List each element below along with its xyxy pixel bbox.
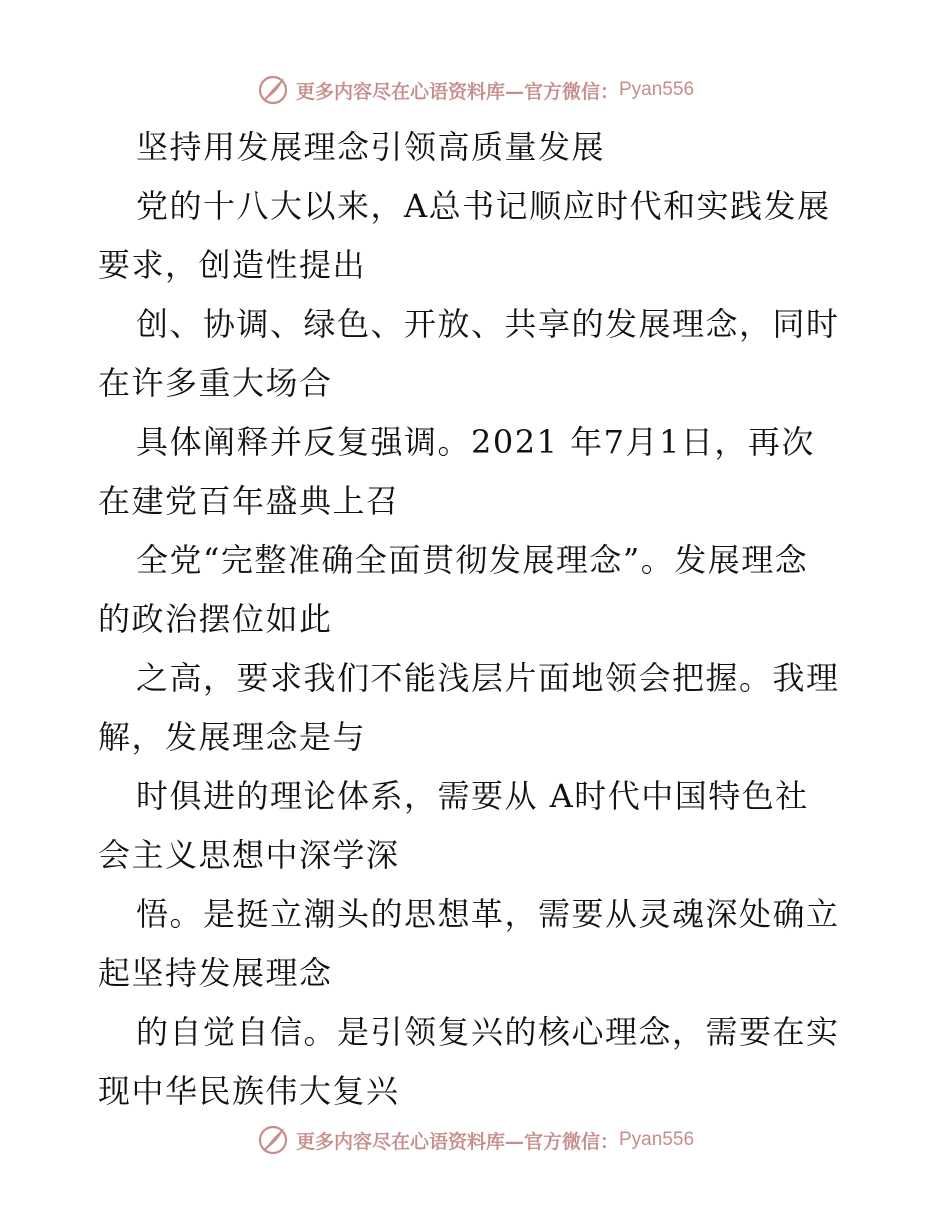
text-line: 解，发展理念是与: [98, 718, 367, 756]
text-line: 现中华民族伟大复兴: [98, 1072, 400, 1110]
watermark-wechat-id: Pyan556: [619, 1129, 695, 1150]
quill-logo-icon: [256, 73, 290, 107]
text-line: 具体阐释并反复强调。2021 年7月1日，再次: [136, 423, 815, 461]
text-line: 全党“完整准确全面贯彻发展理念”。发展理念: [136, 541, 809, 579]
text-line: 之高，要求我们不能浅层片面地领会把握。我理: [136, 659, 840, 697]
watermark-text: 更多内容尽在心语资料库—官方微信：: [295, 80, 619, 103]
text-line: 悟。是挺立潮头的思想革，需要从灵魂深处确立: [136, 895, 840, 933]
quill-logo-icon: [256, 1123, 290, 1157]
text-line: 的自觉自信。是引领复兴的核心理念，需要在实: [136, 1013, 840, 1051]
text-line: 会主义思想中深学深: [98, 836, 400, 874]
document-body: [98, 118, 858, 1121]
text-line: 党的十八大以来，A总书记顺应时代和实践发展: [136, 187, 831, 225]
text-line: 在许多重大场合: [98, 364, 333, 402]
text-line: 起坚持发展理念: [98, 954, 333, 992]
header-watermark: [0, 70, 950, 110]
watermark-wechat-id: Pyan556: [619, 79, 695, 100]
text-line: 在建党百年盛典上召: [98, 482, 400, 520]
text-line: 时俱进的理论体系，需要从 A时代中国特色社: [136, 777, 809, 815]
text-line: 创、协调、绿色、开放、共享的发展理念，同时: [136, 305, 840, 343]
watermark-text: 更多内容尽在心语资料库—官方微信：: [295, 1130, 619, 1153]
text-line: 坚持用发展理念引领高质量发展: [136, 128, 606, 166]
text-line: 的政治摆位如此: [98, 600, 333, 638]
text-line: 要求，创造性提出: [98, 246, 367, 284]
footer-watermark: [0, 1120, 950, 1160]
